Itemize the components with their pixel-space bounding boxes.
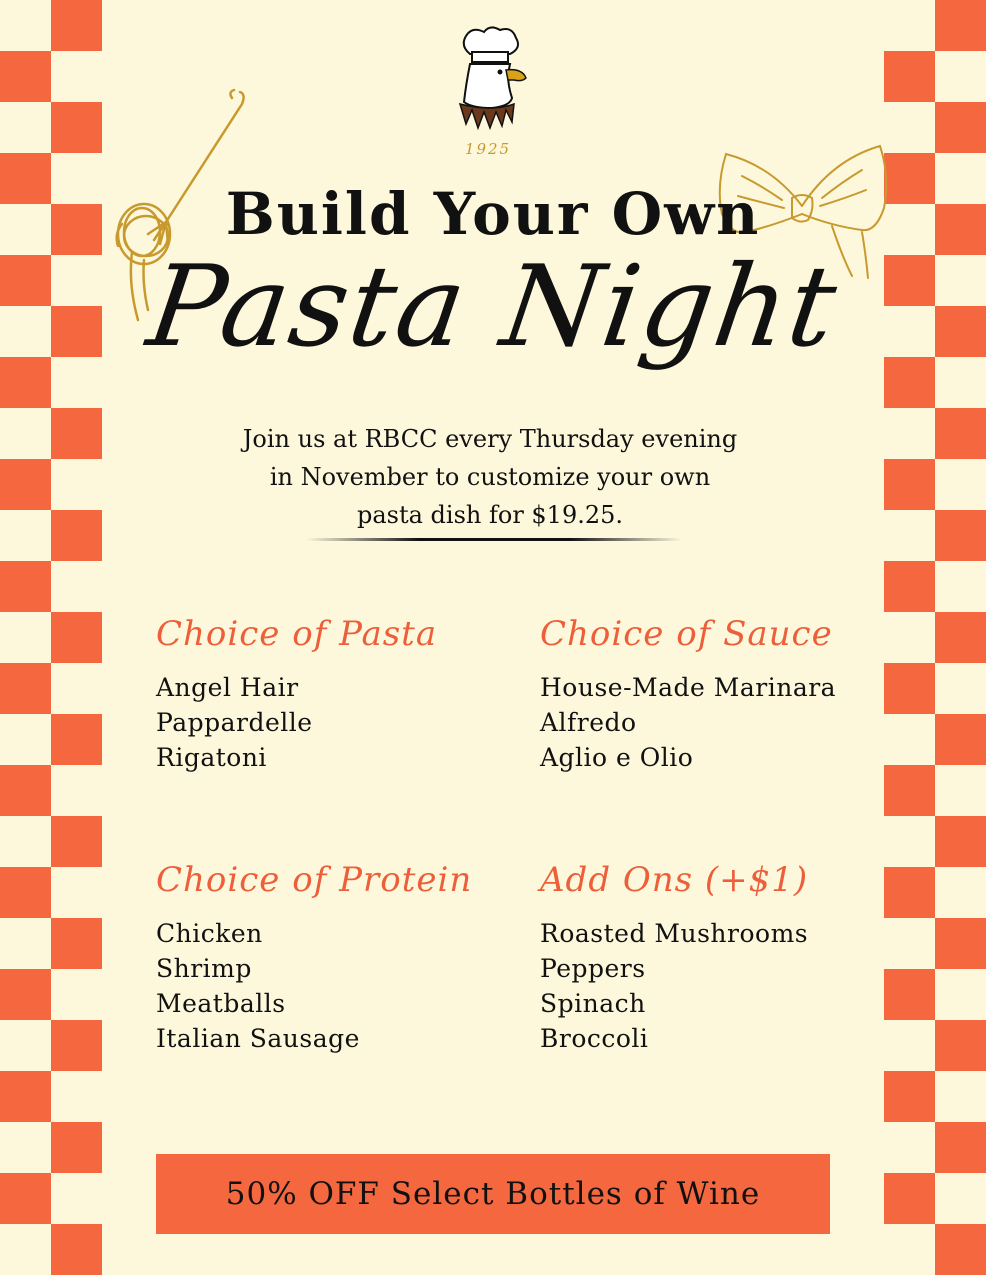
club-logo: [452, 24, 532, 164]
logo-year: 1925: [464, 140, 512, 158]
wine-promo-banner: [156, 1154, 830, 1234]
section-title: Add Ons (+$1): [540, 860, 809, 900]
menu-item: Aglio e Olio: [540, 743, 694, 772]
menu-item: Meatballs: [156, 989, 286, 1018]
menu-item: Chicken: [156, 919, 263, 948]
section-title: Choice of Sauce: [540, 614, 833, 654]
title-pasta-night: Pasta Night: [140, 242, 846, 372]
intro-text: [190, 420, 790, 534]
menu-item: Peppers: [540, 954, 646, 983]
intro-line: in November to customize your own: [269, 463, 711, 491]
menu-item: Alfredo: [540, 708, 637, 737]
menu-item: Roasted Mushrooms: [540, 919, 809, 948]
section-pasta: [156, 608, 496, 775]
intro-line: pasta dish for $19.25.: [356, 501, 624, 529]
menu-item: Pappardelle: [156, 708, 313, 737]
menu-item: Broccoli: [540, 1024, 649, 1053]
menu-item: Spinach: [540, 989, 646, 1018]
divider: [306, 538, 682, 541]
menu-item: Rigatoni: [156, 743, 267, 772]
menu-item: House-Made Marinara: [540, 673, 837, 702]
section-protein: [156, 854, 496, 1056]
menu-item: Angel Hair: [156, 673, 299, 702]
section-title: Choice of Pasta: [156, 614, 438, 654]
intro-line: Join us at RBCC every Thursday evening: [242, 425, 738, 453]
banner-text: 50% OFF Select Bottles of Wine: [225, 1176, 761, 1212]
section-sauce: [540, 608, 880, 775]
eagle-chef-icon: [452, 24, 532, 136]
section-title: Choice of Protein: [156, 860, 473, 900]
menu-item: Italian Sausage: [156, 1024, 360, 1053]
section-addons: [540, 854, 880, 1056]
title-build-your-own: Build Your Own: [225, 180, 761, 248]
menu-item: Shrimp: [156, 954, 252, 983]
